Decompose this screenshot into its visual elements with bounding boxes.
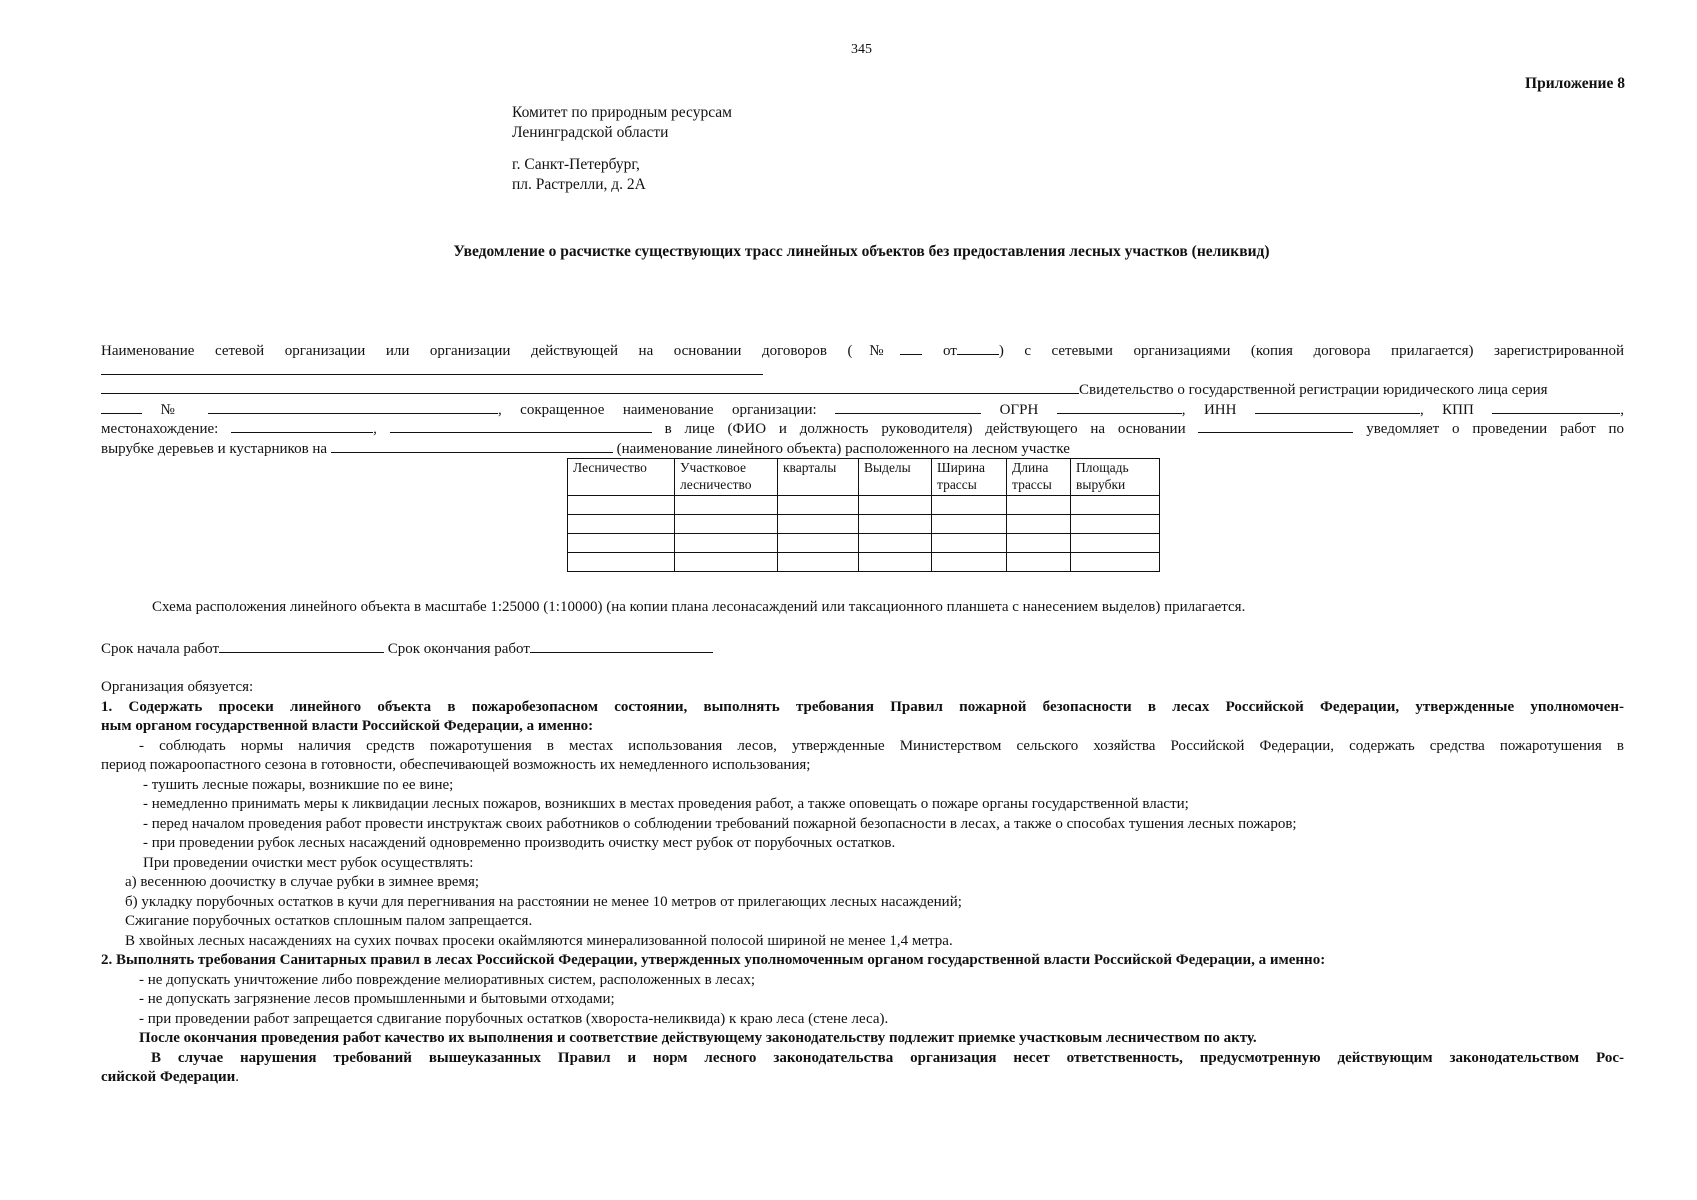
form-text: Наименование сетевой организации или организации действующей на основании договоров (№ <box>101 343 901 359</box>
addressee-block <box>512 103 732 195</box>
form-line-2 <box>101 360 1624 380</box>
obligation-text: период пожароопастного сезона в готовности, обеспечивающей возможность их немедленного использования; <box>101 757 811 773</box>
page-number: 345 <box>851 42 872 57</box>
table-row <box>568 553 1160 572</box>
form-text: уведомляет о проведении работ по <box>1366 421 1625 437</box>
obligation-text: - тушить лесные пожары, возникшие по ее вине; <box>143 776 454 793</box>
end-date-label: Срок окончания работ <box>387 641 530 657</box>
violation-note: В случае нарушения требований вышеуказанных Правил и норм лесного законодательства организация несет ответственность, предусмотренную действующим законодательством Рос- <box>151 1049 1624 1066</box>
addressee-line: Комитет по природным ресурсам <box>512 104 732 121</box>
form-line-6 <box>101 438 1624 458</box>
work-dates <box>101 638 713 660</box>
violation-note-end: сийской Федерации <box>101 1069 236 1085</box>
form-line-5: местонахождение: , в лице (ФИО и должность руководителя) действующего на основании уведомляет о проведении работ по <box>101 418 1624 438</box>
form-text: , КПП <box>1419 401 1474 418</box>
form-text: № <box>160 401 190 418</box>
table-row <box>568 515 1160 534</box>
start-date-blank[interactable] <box>219 638 384 653</box>
form-text: (наименование линейного объекта) расположенного на лесном участке <box>616 440 1070 457</box>
location-blank-1[interactable] <box>231 418 373 433</box>
obligation-text: - при проведении рубок лесных насаждений одновременно производить очистку мест рубок от порубочных остатков. <box>143 835 896 851</box>
header-compartments: Выделы <box>859 459 932 496</box>
obligations-section <box>101 678 1624 1088</box>
table-row <box>568 534 1160 553</box>
form-line-1 <box>101 340 1624 360</box>
contract-number-blank[interactable] <box>900 340 922 355</box>
obligation-text: - перед началом проведения работ провести инструктаж своих работников о соблюдении требований пожарной безопасности в лесах, а также о способах тушения лесных пожаров; <box>143 815 1297 832</box>
header-clearing-area: Площадь вырубки <box>1071 459 1160 496</box>
addressee-line: Ленинградской области <box>512 124 669 141</box>
kpp-blank[interactable] <box>1492 399 1620 414</box>
form-text: , ИНН <box>1181 401 1237 418</box>
end-date-blank[interactable] <box>530 638 713 653</box>
addressee-line: г. Санкт-Петербург, <box>512 156 640 173</box>
violation-note-cont: сийской Федерации. <box>101 1069 240 1085</box>
header-route-length: Длина трассы <box>1007 459 1071 496</box>
document-title: Уведомление о расчистке существующих трасс линейных объектов без предоставления лесных участков (неликвид) <box>453 243 1270 260</box>
obligation-text: Сжигание порубочных остатков сплошным палом запрещается. <box>125 913 533 929</box>
basis-blank[interactable] <box>1198 418 1353 433</box>
certificate-number-blank[interactable] <box>208 399 498 414</box>
obligation-1-heading: 1. Содержать просеки линейного объекта в пожаробезопасном состоянии, выполнять требования Правил пожарной безопасности в лесах Российской Федерации, утвержденные уполномочен- <box>101 698 1624 715</box>
start-date-label: Срок начала работ <box>101 641 220 657</box>
form-text: ) с сетевыми организациями (копия договора прилагается) зарегистрированной <box>998 343 1625 359</box>
ogrn-blank[interactable] <box>1057 399 1182 414</box>
obligation-text: а) весеннюю доочистку в случае рубки в зимнее время; <box>125 874 480 890</box>
scheme-note: Схема расположения линейного объекта в масштабе 1:25000 (1:10000) (на копии плана лесонасаждений или таксационного планшета с нанесением выделов) прилагается. <box>152 599 1246 615</box>
acceptance-note: После окончания проведения работ качество их выполнения и соответствие действующему законодательству подлежит приемке участковым лесничеством по акту. <box>139 1030 1257 1046</box>
form-text: в лице (ФИО и должность руководителя) действующего на основании <box>664 421 1186 437</box>
header-district-forestry: Участковое лесничество <box>675 459 778 496</box>
organization-form <box>101 340 1624 457</box>
form-line-3 <box>101 379 1624 399</box>
form-text: , сокращенное наименование организации: <box>497 401 817 418</box>
form-text: местонахождение: <box>101 421 219 437</box>
contract-date-blank[interactable] <box>957 340 999 355</box>
location-blank-2[interactable] <box>390 418 652 433</box>
obligation-text: При проведении очистки мест рубок осуществлять: <box>143 854 474 871</box>
obligation-text: В хвойных лесных насаждениях на сухих почвах просеки окаймляются минерализованной полосой шириной не менее 1,4 метра. <box>125 932 953 949</box>
header-forestry: Лесничество <box>568 459 675 496</box>
table-row <box>568 496 1160 515</box>
obligation-text: - не допускать загрязнение лесов промышленными и бытовыми отходами; <box>139 991 615 1007</box>
form-text: ОГРН <box>999 401 1039 418</box>
form-text: Свидетельство о государственной регистрации юридического лица серия <box>1079 382 1548 398</box>
forest-plot-table <box>567 458 1160 572</box>
inn-blank[interactable] <box>1255 399 1420 414</box>
linear-object-blank[interactable] <box>331 438 613 453</box>
obligation-text: - при проведении работ запрещается сдвигание порубочных остатков (хвороста-неликвида) к краю леса (стене леса). <box>139 1010 889 1027</box>
obligation-1-heading-cont: ным органом государственной власти Российской Федерации, а именно: <box>101 718 594 734</box>
registration-blank[interactable] <box>101 360 763 375</box>
addressee-line: пл. Растрелли, д. 2А <box>512 176 646 193</box>
appendix-label: Приложение 8 <box>1525 75 1625 92</box>
obligation-text: - не допускать уничтожение либо повреждение мелиоративных систем, расположенных в лесах; <box>139 971 756 988</box>
obligation-text: б) укладку порубочных остатков в кучи для перегнивания на расстоянии не менее 10 метров от прилегающих лесных насаждений; <box>125 893 962 910</box>
obligation-2-heading: 2. Выполнять требования Санитарных правил в лесах Российской Федерации, утвержденных уполномоченным органом государственной власти Российской Федерации, а именно: <box>101 952 1326 968</box>
header-route-width: Ширина трассы <box>932 459 1007 496</box>
obligation-text: - немедленно принимать меры к ликвидации лесных пожаров, возникших в местах проведения работ, а также оповещать о пожаре органы государственной власти; <box>143 796 1189 812</box>
obligations-intro: Организация обязуется: <box>101 679 254 695</box>
table-header-row <box>568 459 1160 496</box>
series-blank[interactable] <box>101 399 142 414</box>
organization-name-blank[interactable] <box>101 379 1079 394</box>
form-line-4: № , сокращенное наименование организации: ОГРН , ИНН , КПП , <box>101 399 1624 419</box>
form-text: вырубке деревьев и кустарников на <box>101 440 328 457</box>
header-quarters: кварталы <box>778 459 859 496</box>
form-text: от <box>942 343 957 359</box>
obligation-text: - соблюдать нормы наличия средств пожаротушения в местах использования лесов, утвержденные Министерством сельского хозяйства Российской Федерации, содержать средства пожаротушения в <box>139 737 1624 754</box>
short-name-blank[interactable] <box>835 399 981 414</box>
